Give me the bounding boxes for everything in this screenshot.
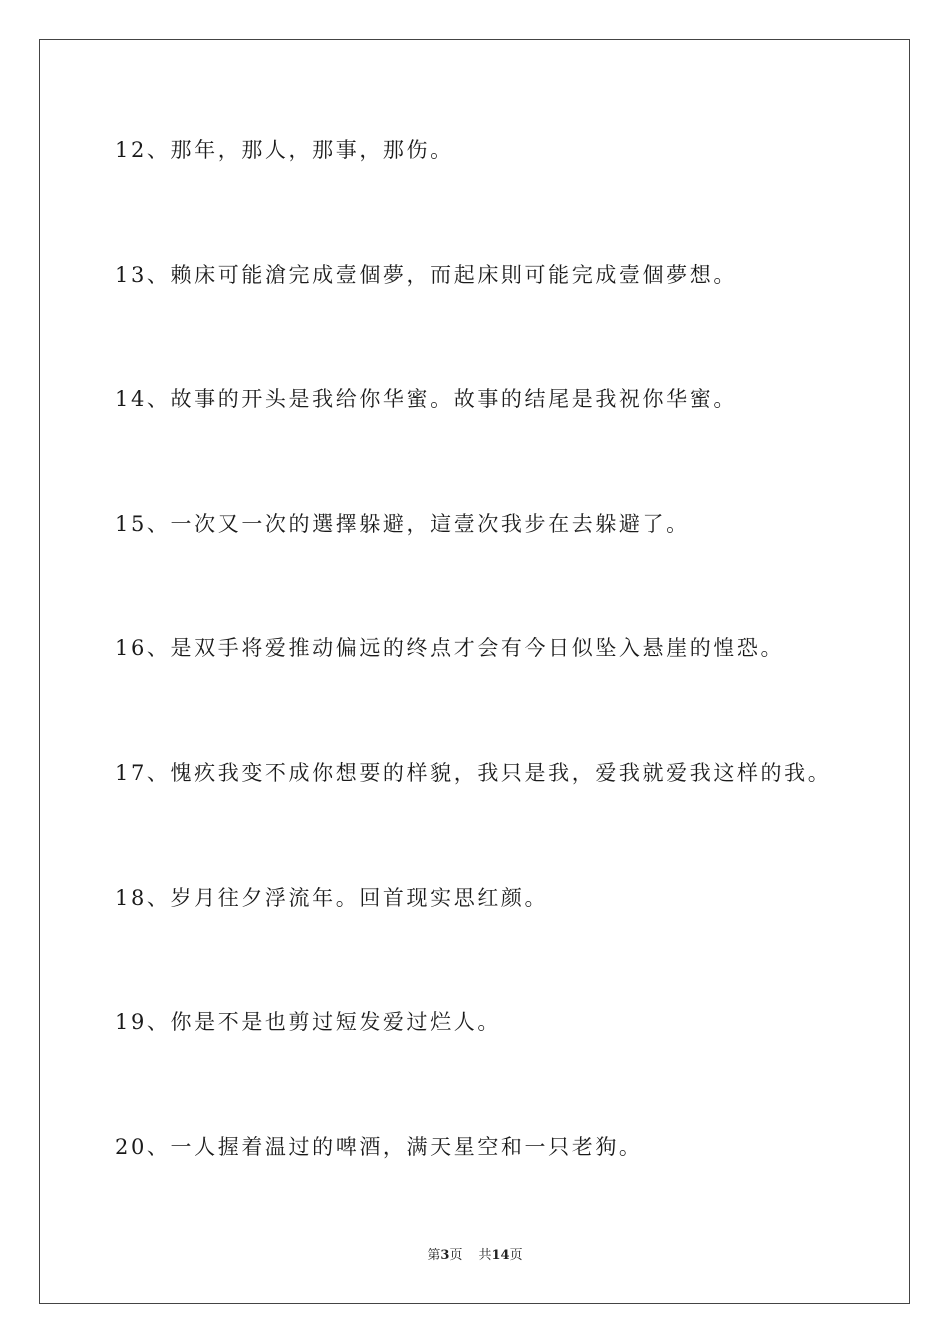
page-number: 3 bbox=[440, 1248, 450, 1263]
list-item: 13、赖床可能滄完成壹個夢，而起床則可能完成壹個夢想。 bbox=[115, 262, 737, 287]
list-item: 18、岁月往夕浮流年。回首现实思红颜。 bbox=[115, 885, 549, 910]
list-item: 16、是双手将爱推动偏远的终点才会有今日似坠入悬崖的惶恐。 bbox=[115, 636, 785, 661]
list-item: 19、你是不是也剪过短发爱过烂人。 bbox=[115, 1010, 501, 1035]
list-item: 17、愧疚我变不成你想要的样貌，我只是我，爱我就爱我这样的我。 bbox=[115, 760, 832, 785]
list-item: 15、一次又一次的選擇躲避，這壹次我步在去躲避了。 bbox=[115, 511, 690, 536]
page-footer bbox=[0, 1247, 950, 1265]
page-prefix: 第 bbox=[427, 1248, 441, 1263]
list-item: 14、故事的开头是我给你华蜜。故事的结尾是我祝你华蜜。 bbox=[115, 387, 737, 412]
list-item: 12、那年，那人，那事，那伤。 bbox=[115, 138, 454, 162]
total-prefix: 共 bbox=[478, 1248, 492, 1263]
list-item: 20、一人握着温过的啤酒，满天星空和一只老狗。 bbox=[115, 1134, 643, 1159]
total-pages: 14 bbox=[491, 1248, 510, 1263]
quote-list bbox=[115, 134, 905, 1255]
page-suffix: 页 bbox=[449, 1248, 463, 1263]
total-suffix: 页 bbox=[509, 1248, 523, 1263]
